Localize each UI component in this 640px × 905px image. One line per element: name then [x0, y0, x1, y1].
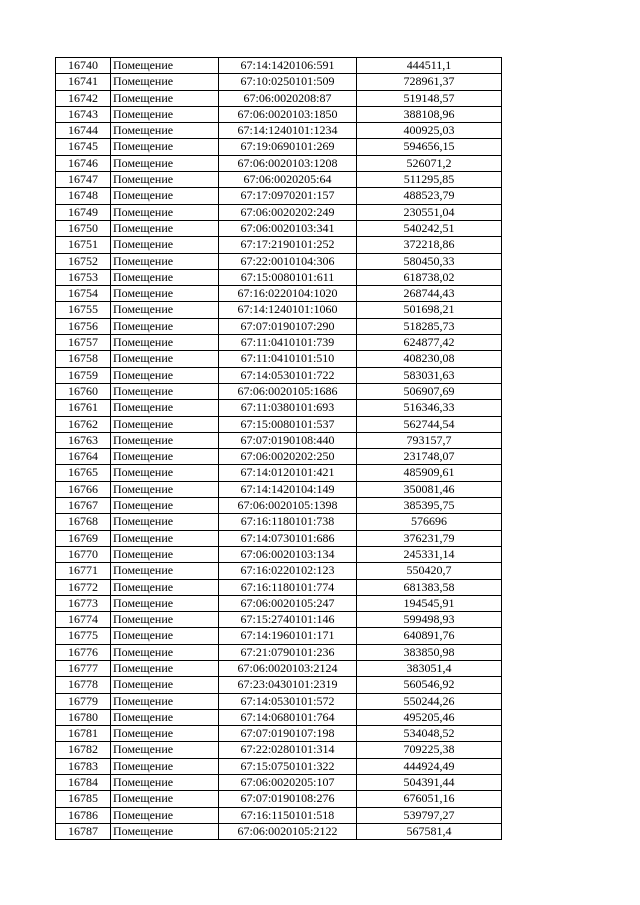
cadastral-number-cell: 67:06:0020103:2124	[219, 660, 357, 676]
row-number-cell: 16761	[56, 400, 111, 416]
table-row	[56, 302, 502, 318]
cadastral-number-cell: 67:10:0250101:509	[219, 74, 357, 90]
cadastral-value-cell: 385395,75	[357, 498, 502, 514]
object-type-cell: Помещение	[111, 367, 219, 383]
cadastral-value-cell: 624877,42	[357, 335, 502, 351]
row-number-cell: 16783	[56, 758, 111, 774]
cadastral-value-cell: 383850,98	[357, 644, 502, 660]
row-number-cell: 16742	[56, 90, 111, 106]
cadastral-number-cell: 67:16:0220102:123	[219, 563, 357, 579]
cadastral-number-cell: 67:14:1240101:1234	[219, 123, 357, 139]
cadastral-value-cell: 519148,57	[357, 90, 502, 106]
cadastral-number-cell: 67:14:0680101:764	[219, 709, 357, 725]
cadastral-number-cell: 67:06:0020103:1208	[219, 155, 357, 171]
table-row	[56, 318, 502, 334]
object-type-cell: Помещение	[111, 90, 219, 106]
object-type-cell: Помещение	[111, 546, 219, 562]
cadastral-number-cell: 67:07:0190108:440	[219, 432, 357, 448]
object-type-cell: Помещение	[111, 563, 219, 579]
table-row	[56, 449, 502, 465]
table-row	[56, 498, 502, 514]
table-row	[56, 335, 502, 351]
row-number-cell: 16751	[56, 237, 111, 253]
row-number-cell: 16767	[56, 498, 111, 514]
cadastral-number-cell: 67:06:0020103:134	[219, 546, 357, 562]
cadastral-value-cell: 550244,26	[357, 693, 502, 709]
cadastral-number-cell: 67:19:0690101:269	[219, 139, 357, 155]
cadastral-number-cell: 67:14:1420106:591	[219, 58, 357, 74]
cadastral-number-cell: 67:14:0120101:421	[219, 465, 357, 481]
cadastral-value-cell: 511295,85	[357, 172, 502, 188]
object-type-cell: Помещение	[111, 74, 219, 90]
object-type-cell: Помещение	[111, 416, 219, 432]
object-type-cell: Помещение	[111, 58, 219, 74]
row-number-cell: 16770	[56, 546, 111, 562]
table-row	[56, 530, 502, 546]
object-type-cell: Помещение	[111, 742, 219, 758]
object-type-cell: Помещение	[111, 286, 219, 302]
cadastral-number-cell: 67:11:0380101:693	[219, 400, 357, 416]
table-row	[56, 465, 502, 481]
cadastral-value-cell: 268744,43	[357, 286, 502, 302]
cadastral-number-cell: 67:15:0750101:322	[219, 758, 357, 774]
cadastral-number-cell: 67:06:0020105:247	[219, 595, 357, 611]
row-number-cell: 16746	[56, 155, 111, 171]
object-type-cell: Помещение	[111, 775, 219, 791]
cadastral-value-cell: 388108,96	[357, 106, 502, 122]
object-type-cell: Помещение	[111, 383, 219, 399]
object-type-cell: Помещение	[111, 302, 219, 318]
table-row	[56, 416, 502, 432]
cadastral-value-cell: 485909,61	[357, 465, 502, 481]
row-number-cell: 16784	[56, 775, 111, 791]
cadastral-value-cell: 501698,21	[357, 302, 502, 318]
object-type-cell: Помещение	[111, 253, 219, 269]
object-type-cell: Помещение	[111, 220, 219, 236]
cadastral-number-cell: 67:06:0020103:341	[219, 220, 357, 236]
table-row	[56, 758, 502, 774]
cadastral-number-cell: 67:06:0020208:87	[219, 90, 357, 106]
table-row	[56, 791, 502, 807]
object-type-cell: Помещение	[111, 432, 219, 448]
row-number-cell: 16762	[56, 416, 111, 432]
table-row	[56, 563, 502, 579]
cadastral-value-cell: 709225,38	[357, 742, 502, 758]
cadastral-value-cell: 534048,52	[357, 726, 502, 742]
row-number-cell: 16773	[56, 595, 111, 611]
table-row	[56, 400, 502, 416]
cadastral-value-cell: 383051,4	[357, 660, 502, 676]
row-number-cell: 16755	[56, 302, 111, 318]
cadastral-value-cell: 372218,86	[357, 237, 502, 253]
object-type-cell: Помещение	[111, 172, 219, 188]
cadastral-value-cell: 583031,63	[357, 367, 502, 383]
cadastral-value-cell: 728961,37	[357, 74, 502, 90]
object-type-cell: Помещение	[111, 660, 219, 676]
table-row	[56, 367, 502, 383]
cadastral-value-cell: 562744,54	[357, 416, 502, 432]
cadastral-number-cell: 67:14:0530101:722	[219, 367, 357, 383]
table-row	[56, 58, 502, 74]
cadastral-value-cell: 580450,33	[357, 253, 502, 269]
cadastral-number-cell: 67:14:0730101:686	[219, 530, 357, 546]
cadastral-value-cell: 793157,7	[357, 432, 502, 448]
row-number-cell: 16779	[56, 693, 111, 709]
table-row	[56, 742, 502, 758]
cadastral-number-cell: 67:06:0020105:1398	[219, 498, 357, 514]
row-number-cell: 16759	[56, 367, 111, 383]
row-number-cell: 16766	[56, 481, 111, 497]
row-number-cell: 16777	[56, 660, 111, 676]
object-type-cell: Помещение	[111, 628, 219, 644]
object-type-cell: Помещение	[111, 335, 219, 351]
cadastral-number-cell: 67:14:0530101:572	[219, 693, 357, 709]
row-number-cell: 16743	[56, 106, 111, 122]
cadastral-number-cell: 67:15:0080101:537	[219, 416, 357, 432]
table-row	[56, 612, 502, 628]
table-row	[56, 644, 502, 660]
table-row	[56, 823, 502, 839]
table-row	[56, 90, 502, 106]
cadastral-value-cell: 594656,15	[357, 139, 502, 155]
object-type-cell: Помещение	[111, 123, 219, 139]
cadastral-number-cell: 67:16:1180101:738	[219, 514, 357, 530]
cadastral-number-cell: 67:07:0190107:198	[219, 726, 357, 742]
row-number-cell: 16768	[56, 514, 111, 530]
registry-table	[55, 57, 502, 840]
object-type-cell: Помещение	[111, 677, 219, 693]
table-row	[56, 432, 502, 448]
table-row	[56, 514, 502, 530]
cadastral-value-cell: 576696	[357, 514, 502, 530]
object-type-cell: Помещение	[111, 465, 219, 481]
row-number-cell: 16750	[56, 220, 111, 236]
row-number-cell: 16764	[56, 449, 111, 465]
table-row	[56, 660, 502, 676]
table-row	[56, 253, 502, 269]
cadastral-number-cell: 67:15:0080101:611	[219, 269, 357, 285]
cadastral-value-cell: 488523,79	[357, 188, 502, 204]
object-type-cell: Помещение	[111, 139, 219, 155]
document-page	[55, 57, 502, 840]
cadastral-value-cell: 567581,4	[357, 823, 502, 839]
object-type-cell: Помещение	[111, 514, 219, 530]
object-type-cell: Помещение	[111, 579, 219, 595]
object-type-cell: Помещение	[111, 204, 219, 220]
table-row	[56, 351, 502, 367]
row-number-cell: 16748	[56, 188, 111, 204]
object-type-cell: Помещение	[111, 318, 219, 334]
cadastral-number-cell: 67:14:1240101:1060	[219, 302, 357, 318]
table-row	[56, 546, 502, 562]
cadastral-value-cell: 400925,03	[357, 123, 502, 139]
table-row	[56, 269, 502, 285]
table-row	[56, 74, 502, 90]
table-row	[56, 172, 502, 188]
row-number-cell: 16747	[56, 172, 111, 188]
object-type-cell: Помещение	[111, 188, 219, 204]
cadastral-number-cell: 67:16:0220104:1020	[219, 286, 357, 302]
object-type-cell: Помещение	[111, 726, 219, 742]
object-type-cell: Помещение	[111, 155, 219, 171]
table-row	[56, 693, 502, 709]
cadastral-value-cell: 245331,14	[357, 546, 502, 562]
cadastral-value-cell: 550420,7	[357, 563, 502, 579]
object-type-cell: Помещение	[111, 709, 219, 725]
cadastral-value-cell: 231748,07	[357, 449, 502, 465]
row-number-cell: 16771	[56, 563, 111, 579]
cadastral-value-cell: 444511,1	[357, 58, 502, 74]
table-row	[56, 579, 502, 595]
registry-table-body	[56, 58, 502, 840]
table-row	[56, 628, 502, 644]
object-type-cell: Помещение	[111, 758, 219, 774]
cadastral-value-cell: 376231,79	[357, 530, 502, 546]
cadastral-number-cell: 67:16:1180101:774	[219, 579, 357, 595]
table-row	[56, 383, 502, 399]
object-type-cell: Помещение	[111, 807, 219, 823]
row-number-cell: 16741	[56, 74, 111, 90]
table-row	[56, 237, 502, 253]
cadastral-number-cell: 67:17:0970201:157	[219, 188, 357, 204]
table-row	[56, 595, 502, 611]
cadastral-number-cell: 67:23:0430101:2319	[219, 677, 357, 693]
cadastral-number-cell: 67:06:0020105:2122	[219, 823, 357, 839]
row-number-cell: 16744	[56, 123, 111, 139]
row-number-cell: 16769	[56, 530, 111, 546]
table-row	[56, 220, 502, 236]
cadastral-value-cell: 526071,2	[357, 155, 502, 171]
cadastral-value-cell: 516346,33	[357, 400, 502, 416]
cadastral-value-cell: 599498,93	[357, 612, 502, 628]
table-row	[56, 155, 502, 171]
row-number-cell: 16749	[56, 204, 111, 220]
row-number-cell: 16775	[56, 628, 111, 644]
row-number-cell: 16756	[56, 318, 111, 334]
object-type-cell: Помещение	[111, 237, 219, 253]
row-number-cell: 16785	[56, 791, 111, 807]
object-type-cell: Помещение	[111, 351, 219, 367]
cadastral-number-cell: 67:11:0410101:510	[219, 351, 357, 367]
cadastral-number-cell: 67:06:0020202:249	[219, 204, 357, 220]
cadastral-value-cell: 681383,58	[357, 579, 502, 595]
table-row	[56, 204, 502, 220]
cadastral-value-cell: 408230,08	[357, 351, 502, 367]
cadastral-number-cell: 67:06:0020103:1850	[219, 106, 357, 122]
row-number-cell: 16778	[56, 677, 111, 693]
row-number-cell: 16763	[56, 432, 111, 448]
table-row	[56, 481, 502, 497]
object-type-cell: Помещение	[111, 595, 219, 611]
table-row	[56, 726, 502, 742]
cadastral-number-cell: 67:06:0020205:64	[219, 172, 357, 188]
row-number-cell: 16786	[56, 807, 111, 823]
object-type-cell: Помещение	[111, 823, 219, 839]
table-row	[56, 677, 502, 693]
row-number-cell: 16754	[56, 286, 111, 302]
cadastral-number-cell: 67:15:2740101:146	[219, 612, 357, 628]
table-row	[56, 775, 502, 791]
cadastral-value-cell: 230551,04	[357, 204, 502, 220]
cadastral-number-cell: 67:07:0190107:290	[219, 318, 357, 334]
object-type-cell: Помещение	[111, 481, 219, 497]
object-type-cell: Помещение	[111, 693, 219, 709]
table-row	[56, 188, 502, 204]
row-number-cell: 16774	[56, 612, 111, 628]
table-row	[56, 106, 502, 122]
cadastral-number-cell: 67:06:0020202:250	[219, 449, 357, 465]
cadastral-value-cell: 640891,76	[357, 628, 502, 644]
table-row	[56, 709, 502, 725]
cadastral-value-cell: 504391,44	[357, 775, 502, 791]
row-number-cell: 16781	[56, 726, 111, 742]
cadastral-value-cell: 518285,73	[357, 318, 502, 334]
cadastral-value-cell: 350081,46	[357, 481, 502, 497]
cadastral-number-cell: 67:14:1420104:149	[219, 481, 357, 497]
cadastral-value-cell: 676051,16	[357, 791, 502, 807]
row-number-cell: 16772	[56, 579, 111, 595]
table-row	[56, 286, 502, 302]
cadastral-number-cell: 67:22:0010104:306	[219, 253, 357, 269]
table-row	[56, 123, 502, 139]
row-number-cell: 16753	[56, 269, 111, 285]
cadastral-number-cell: 67:22:0280101:314	[219, 742, 357, 758]
cadastral-value-cell: 540242,51	[357, 220, 502, 236]
cadastral-number-cell: 67:21:0790101:236	[219, 644, 357, 660]
row-number-cell: 16758	[56, 351, 111, 367]
row-number-cell: 16776	[56, 644, 111, 660]
cadastral-number-cell: 67:06:0020205:107	[219, 775, 357, 791]
row-number-cell: 16765	[56, 465, 111, 481]
cadastral-number-cell: 67:11:0410101:739	[219, 335, 357, 351]
row-number-cell: 16740	[56, 58, 111, 74]
table-row	[56, 139, 502, 155]
row-number-cell: 16780	[56, 709, 111, 725]
cadastral-value-cell: 618738,02	[357, 269, 502, 285]
cadastral-number-cell: 67:07:0190108:276	[219, 791, 357, 807]
cadastral-number-cell: 67:16:1150101:518	[219, 807, 357, 823]
cadastral-value-cell: 539797,27	[357, 807, 502, 823]
row-number-cell: 16752	[56, 253, 111, 269]
object-type-cell: Помещение	[111, 612, 219, 628]
row-number-cell: 16760	[56, 383, 111, 399]
cadastral-value-cell: 560546,92	[357, 677, 502, 693]
object-type-cell: Помещение	[111, 498, 219, 514]
object-type-cell: Помещение	[111, 106, 219, 122]
row-number-cell: 16782	[56, 742, 111, 758]
table-row	[56, 807, 502, 823]
cadastral-number-cell: 67:17:2190101:252	[219, 237, 357, 253]
object-type-cell: Помещение	[111, 269, 219, 285]
object-type-cell: Помещение	[111, 791, 219, 807]
object-type-cell: Помещение	[111, 449, 219, 465]
object-type-cell: Помещение	[111, 644, 219, 660]
cadastral-value-cell: 194545,91	[357, 595, 502, 611]
cadastral-value-cell: 444924,49	[357, 758, 502, 774]
cadastral-value-cell: 506907,69	[357, 383, 502, 399]
row-number-cell: 16787	[56, 823, 111, 839]
row-number-cell: 16757	[56, 335, 111, 351]
row-number-cell: 16745	[56, 139, 111, 155]
cadastral-number-cell: 67:06:0020105:1686	[219, 383, 357, 399]
object-type-cell: Помещение	[111, 400, 219, 416]
object-type-cell: Помещение	[111, 530, 219, 546]
cadastral-value-cell: 495205,46	[357, 709, 502, 725]
cadastral-number-cell: 67:14:1960101:171	[219, 628, 357, 644]
